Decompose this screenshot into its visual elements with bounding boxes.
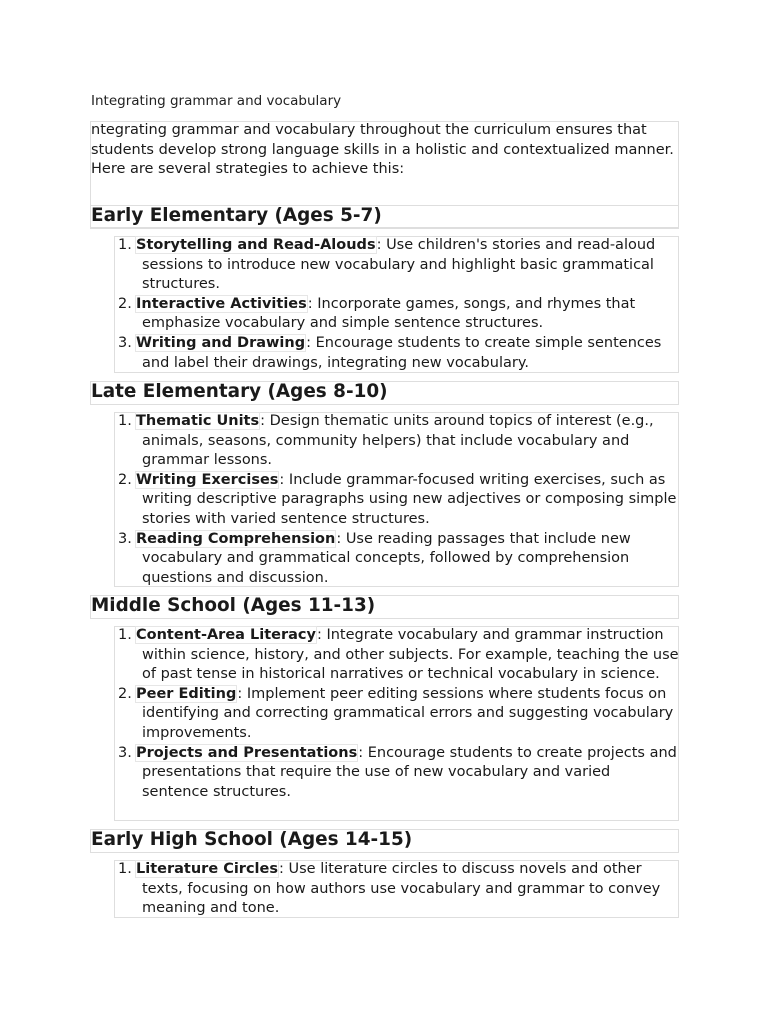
section-heading-early-high-school: Early High School (Ages 14-15) xyxy=(91,829,413,850)
item-term: Projects and Presentations xyxy=(136,744,358,761)
intro-paragraph: ntegrating grammar and vocabulary throughout the curriculum ensures that students develop strong language skills in a holistic and contextualized manner. Here are several strategies to achieve this: xyxy=(91,122,674,177)
item-term: Literature Circles xyxy=(136,861,278,877)
list-item: 1. Thematic Units: Design thematic units around topics of interest (e.g., animals, seasons, community helpers) that include vocabulary and grammar lessons. xyxy=(118,413,654,469)
item-term: Writing and Drawing xyxy=(136,334,306,351)
list-item: 1. Content-Area Literacy: Integrate vocabulary and grammar instruction within science, history, and other subjects. For example, teaching the use of past tense in historical narratives or technical vocabulary in science. xyxy=(118,627,679,683)
list-item: 1. Literature Circles: Use literature circles to discuss novels and other texts, focusing on how authors use vocabulary and grammar to convey meaning and tone. xyxy=(118,861,661,917)
list-late-elementary xyxy=(114,412,679,588)
item-term: Thematic Units xyxy=(136,413,260,429)
item-term: Writing Exercises xyxy=(136,471,279,488)
list-item: 1. Storytelling and Read-Alouds: Use children's stories and read-aloud sessions to introduce new vocabulary and highlight basic grammatical structures. xyxy=(118,237,656,293)
list-item: 3. Reading Comprehension: Use reading passages that include new vocabulary and grammatical concepts, followed by comprehension questions and discussion. xyxy=(118,530,631,586)
section-heading-early-elementary: Early Elementary (Ages 5-7) xyxy=(91,205,382,226)
document-title: Integrating grammar and vocabulary xyxy=(91,93,342,109)
section-heading-middle-school: Middle School (Ages 11-13) xyxy=(91,595,376,616)
list-item: 2. Interactive Activities: Incorporate games, songs, and rhymes that emphasize vocabulary and simple sentence structures. xyxy=(118,295,636,332)
list-early-elementary xyxy=(114,236,679,373)
list-item: 3. Projects and Presentations: Encourage students to create projects and presentations that require the use of new vocabulary and varied sentence structures. xyxy=(118,744,677,800)
list-middle-school xyxy=(114,626,679,802)
item-term: Interactive Activities xyxy=(136,295,307,312)
item-term: Content-Area Literacy xyxy=(136,627,316,643)
list-item: 2. Writing Exercises: Include grammar-focused writing exercises, such as writing descriptive paragraphs using new adjectives or composing simple stories with varied sentence structures. xyxy=(118,471,677,527)
item-term: Storytelling and Read-Alouds xyxy=(136,237,376,253)
section-heading-late-elementary: Late Elementary (Ages 8-10) xyxy=(91,381,388,402)
list-item: 2. Peer Editing: Implement peer editing sessions where students focus on identifying and correcting grammatical errors and suggesting vocabulary improvements. xyxy=(118,685,674,741)
item-term: Reading Comprehension xyxy=(136,530,336,547)
item-term: Peer Editing xyxy=(136,685,237,702)
list-item: 3. Writing and Drawing: Encourage students to create simple sentences and label their drawings, integrating new vocabulary. xyxy=(118,334,662,371)
list-early-high-school xyxy=(114,860,679,919)
